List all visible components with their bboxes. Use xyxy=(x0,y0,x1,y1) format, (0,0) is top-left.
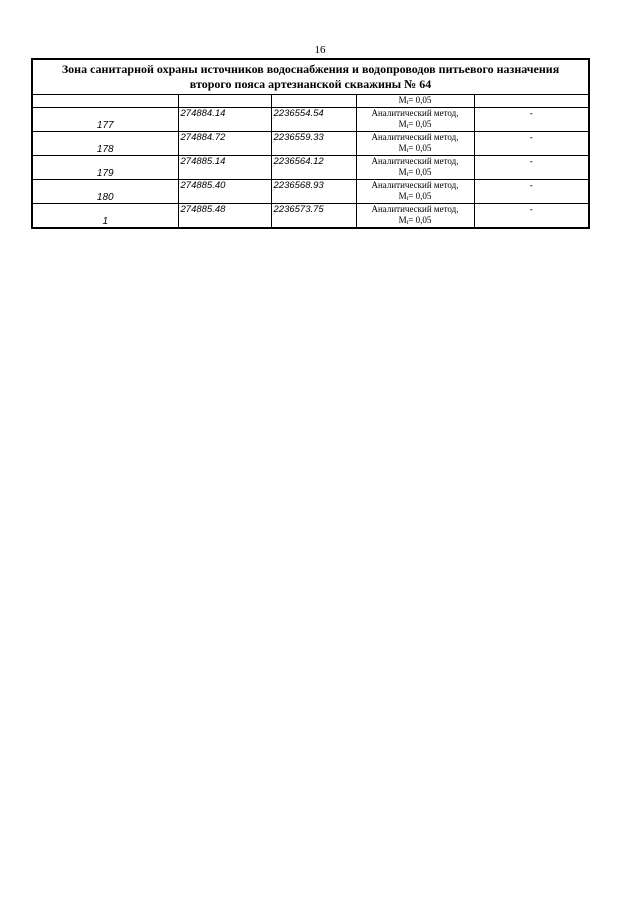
table-title-line-1: Зона санитарной охраны источников водоснабжения и водопроводов питьевого назначения xyxy=(61,62,560,76)
cell-note: - xyxy=(474,108,589,132)
table-title-line-2: второго пояса артезианской скважины № 64 xyxy=(189,77,432,91)
accuracy-value: $M_t= 0,05$ xyxy=(398,95,432,106)
table-row-continuation xyxy=(32,95,589,108)
accuracy-value: $M_t= 0,05$ xyxy=(398,119,432,130)
coordinates-table-wrap xyxy=(31,58,588,229)
cell-x: 274885.48 xyxy=(178,204,271,229)
cell-method xyxy=(356,156,474,180)
cell-note: - xyxy=(474,132,589,156)
cell-note: - xyxy=(474,204,589,229)
cell-number xyxy=(32,95,178,108)
method-label: Аналитический метод, xyxy=(371,108,459,118)
cell-y: 2236554.54 xyxy=(271,108,356,132)
cell-x: 274885.14 xyxy=(178,156,271,180)
accuracy-value: $M_t= 0,05$ xyxy=(398,143,432,154)
cell-method xyxy=(356,108,474,132)
cell-note xyxy=(474,95,589,108)
accuracy-value: $M_t= 0,05$ xyxy=(398,191,432,202)
cell-y: 2236564.12 xyxy=(271,156,356,180)
cell-note: - xyxy=(474,180,589,204)
cell-number: 1 xyxy=(32,204,178,229)
method-label: Аналитический метод, xyxy=(371,204,459,214)
cell-y: 2236559.33 xyxy=(271,132,356,156)
cell-x xyxy=(178,95,271,108)
cell-x: 274884.14 xyxy=(178,108,271,132)
cell-number: 177 xyxy=(32,108,178,132)
cell-method xyxy=(356,204,474,229)
cell-method xyxy=(356,132,474,156)
table-row xyxy=(32,156,589,180)
cell-number: 178 xyxy=(32,132,178,156)
table-title xyxy=(32,59,589,95)
cell-number: 179 xyxy=(32,156,178,180)
method-label: Аналитический метод, xyxy=(371,156,459,166)
cell-x: 274885.40 xyxy=(178,180,271,204)
cell-method xyxy=(356,95,474,108)
cell-y: 2236568.93 xyxy=(271,180,356,204)
cell-x: 274884.72 xyxy=(178,132,271,156)
cell-method xyxy=(356,180,474,204)
cell-note: - xyxy=(474,156,589,180)
cell-number: 180 xyxy=(32,180,178,204)
method-label: Аналитический метод, xyxy=(371,132,459,142)
table-row xyxy=(32,180,589,204)
cell-y: 2236573.75 xyxy=(271,204,356,229)
cell-y xyxy=(271,95,356,108)
page-number: 16 xyxy=(314,44,326,56)
method-label: Аналитический метод, xyxy=(371,180,459,190)
title-row xyxy=(32,59,589,95)
table-row xyxy=(32,108,589,132)
table-row xyxy=(32,204,589,229)
table-row xyxy=(32,132,589,156)
coordinates-table xyxy=(31,58,590,229)
accuracy-value: $M_t= 0,05$ xyxy=(398,215,432,226)
accuracy-value: $M_t= 0,05$ xyxy=(398,167,432,178)
